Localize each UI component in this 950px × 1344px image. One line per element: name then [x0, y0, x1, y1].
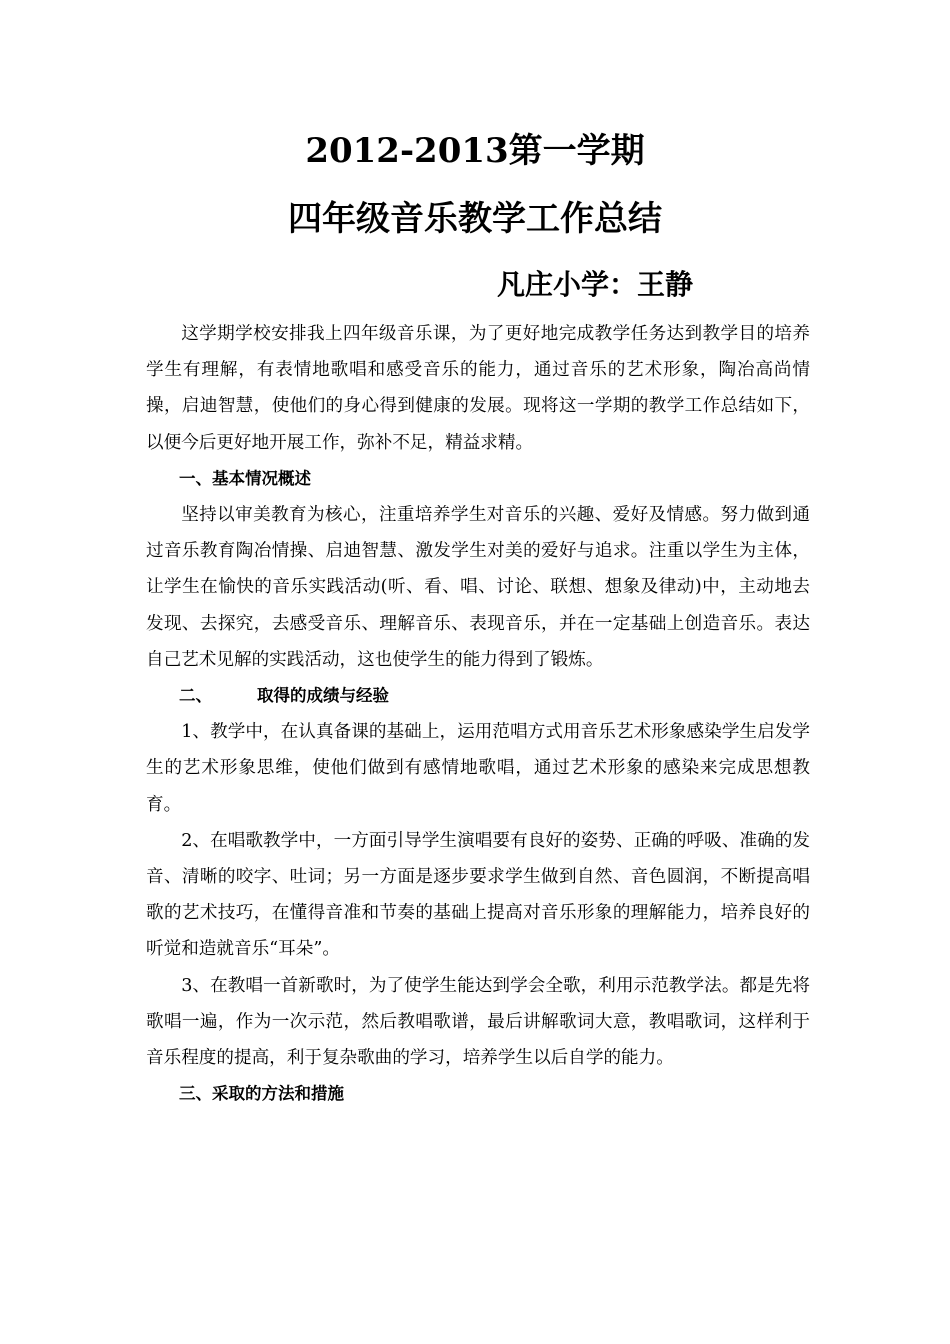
- section2-title: 取得的成绩与经验: [257, 686, 389, 706]
- author-line: 凡庄小学：王静: [497, 268, 694, 301]
- intro-paragraph: 这学期学校安排我上四年级音乐课，为了更好地完成教学任务达到教学目的培养学生有理解，有表情地歌唱和感受音乐的能力，通过音乐的艺术形象，陶冶高尚情操，启迪智慧，使他们的身心得到健康的发展。现将这一学期的教学工作总结如下，以便今后更好地开展工作，弥补不足，精益求精。: [146, 324, 810, 453]
- section3-heading: 三、采取的方法和措施: [179, 1084, 344, 1104]
- section1-paragraph: 坚持以审美教育为核心，注重培养学生对音乐的兴趣、爱好及情感。努力做到通过音乐教育陶冶情操、启迪智慧、激发学生对美的爱好与追求。注重以学生为主体，让学生在愉快的音乐实践活动(听、看、唱、讨论、联想、想象及律动)中，主动地去发现、去探究，去感受音乐、理解音乐、表现音乐，并在一定基础上创造音乐。表达自己艺术见解的实践活动，这也使学生的能力得到了锻炼。: [146, 505, 810, 670]
- section1-heading: 一、基本情况概述: [179, 468, 311, 488]
- section2-item-3: 3、在教唱一首新歌时，为了使学生能达到学会全歌，利用示范教学法。都是先将歌唱一遍，作为一次示范，然后教唱歌谱，最后讲解歌词大意，教唱歌词，这样利于音乐程度的提高，利于复杂歌曲的学习，培养学生以后自学的能力。: [146, 975, 810, 1069]
- document-title-line2: 四年级音乐教学工作总结: [288, 199, 662, 239]
- document-body: [146, 316, 810, 1112]
- document-title-line1: 2012-2013第一学期: [305, 131, 645, 171]
- section2-heading: [146, 678, 810, 714]
- section2-number: 二、: [179, 686, 212, 706]
- section2-item-2: 2、在唱歌教学中，一方面引导学生演唱要有良好的姿势、正确的呼吸、准确的发音、清晰的咬字、吐词；另一方面是逐步要求学生做到自然、音色圆润，不断提高唱歌的艺术技巧，在懂得音准和节奏的基础上提高对音乐形象的理解能力，培养良好的听觉和造就音乐“耳朵”。: [146, 830, 810, 960]
- section2-item-1: 1、教学中，在认真备课的基础上，运用范唱方式用音乐艺术形象感染学生启发学生的艺术形象思维，使他们做到有感情地歌唱，通过艺术形象的感染来完成思想教育。: [146, 722, 810, 815]
